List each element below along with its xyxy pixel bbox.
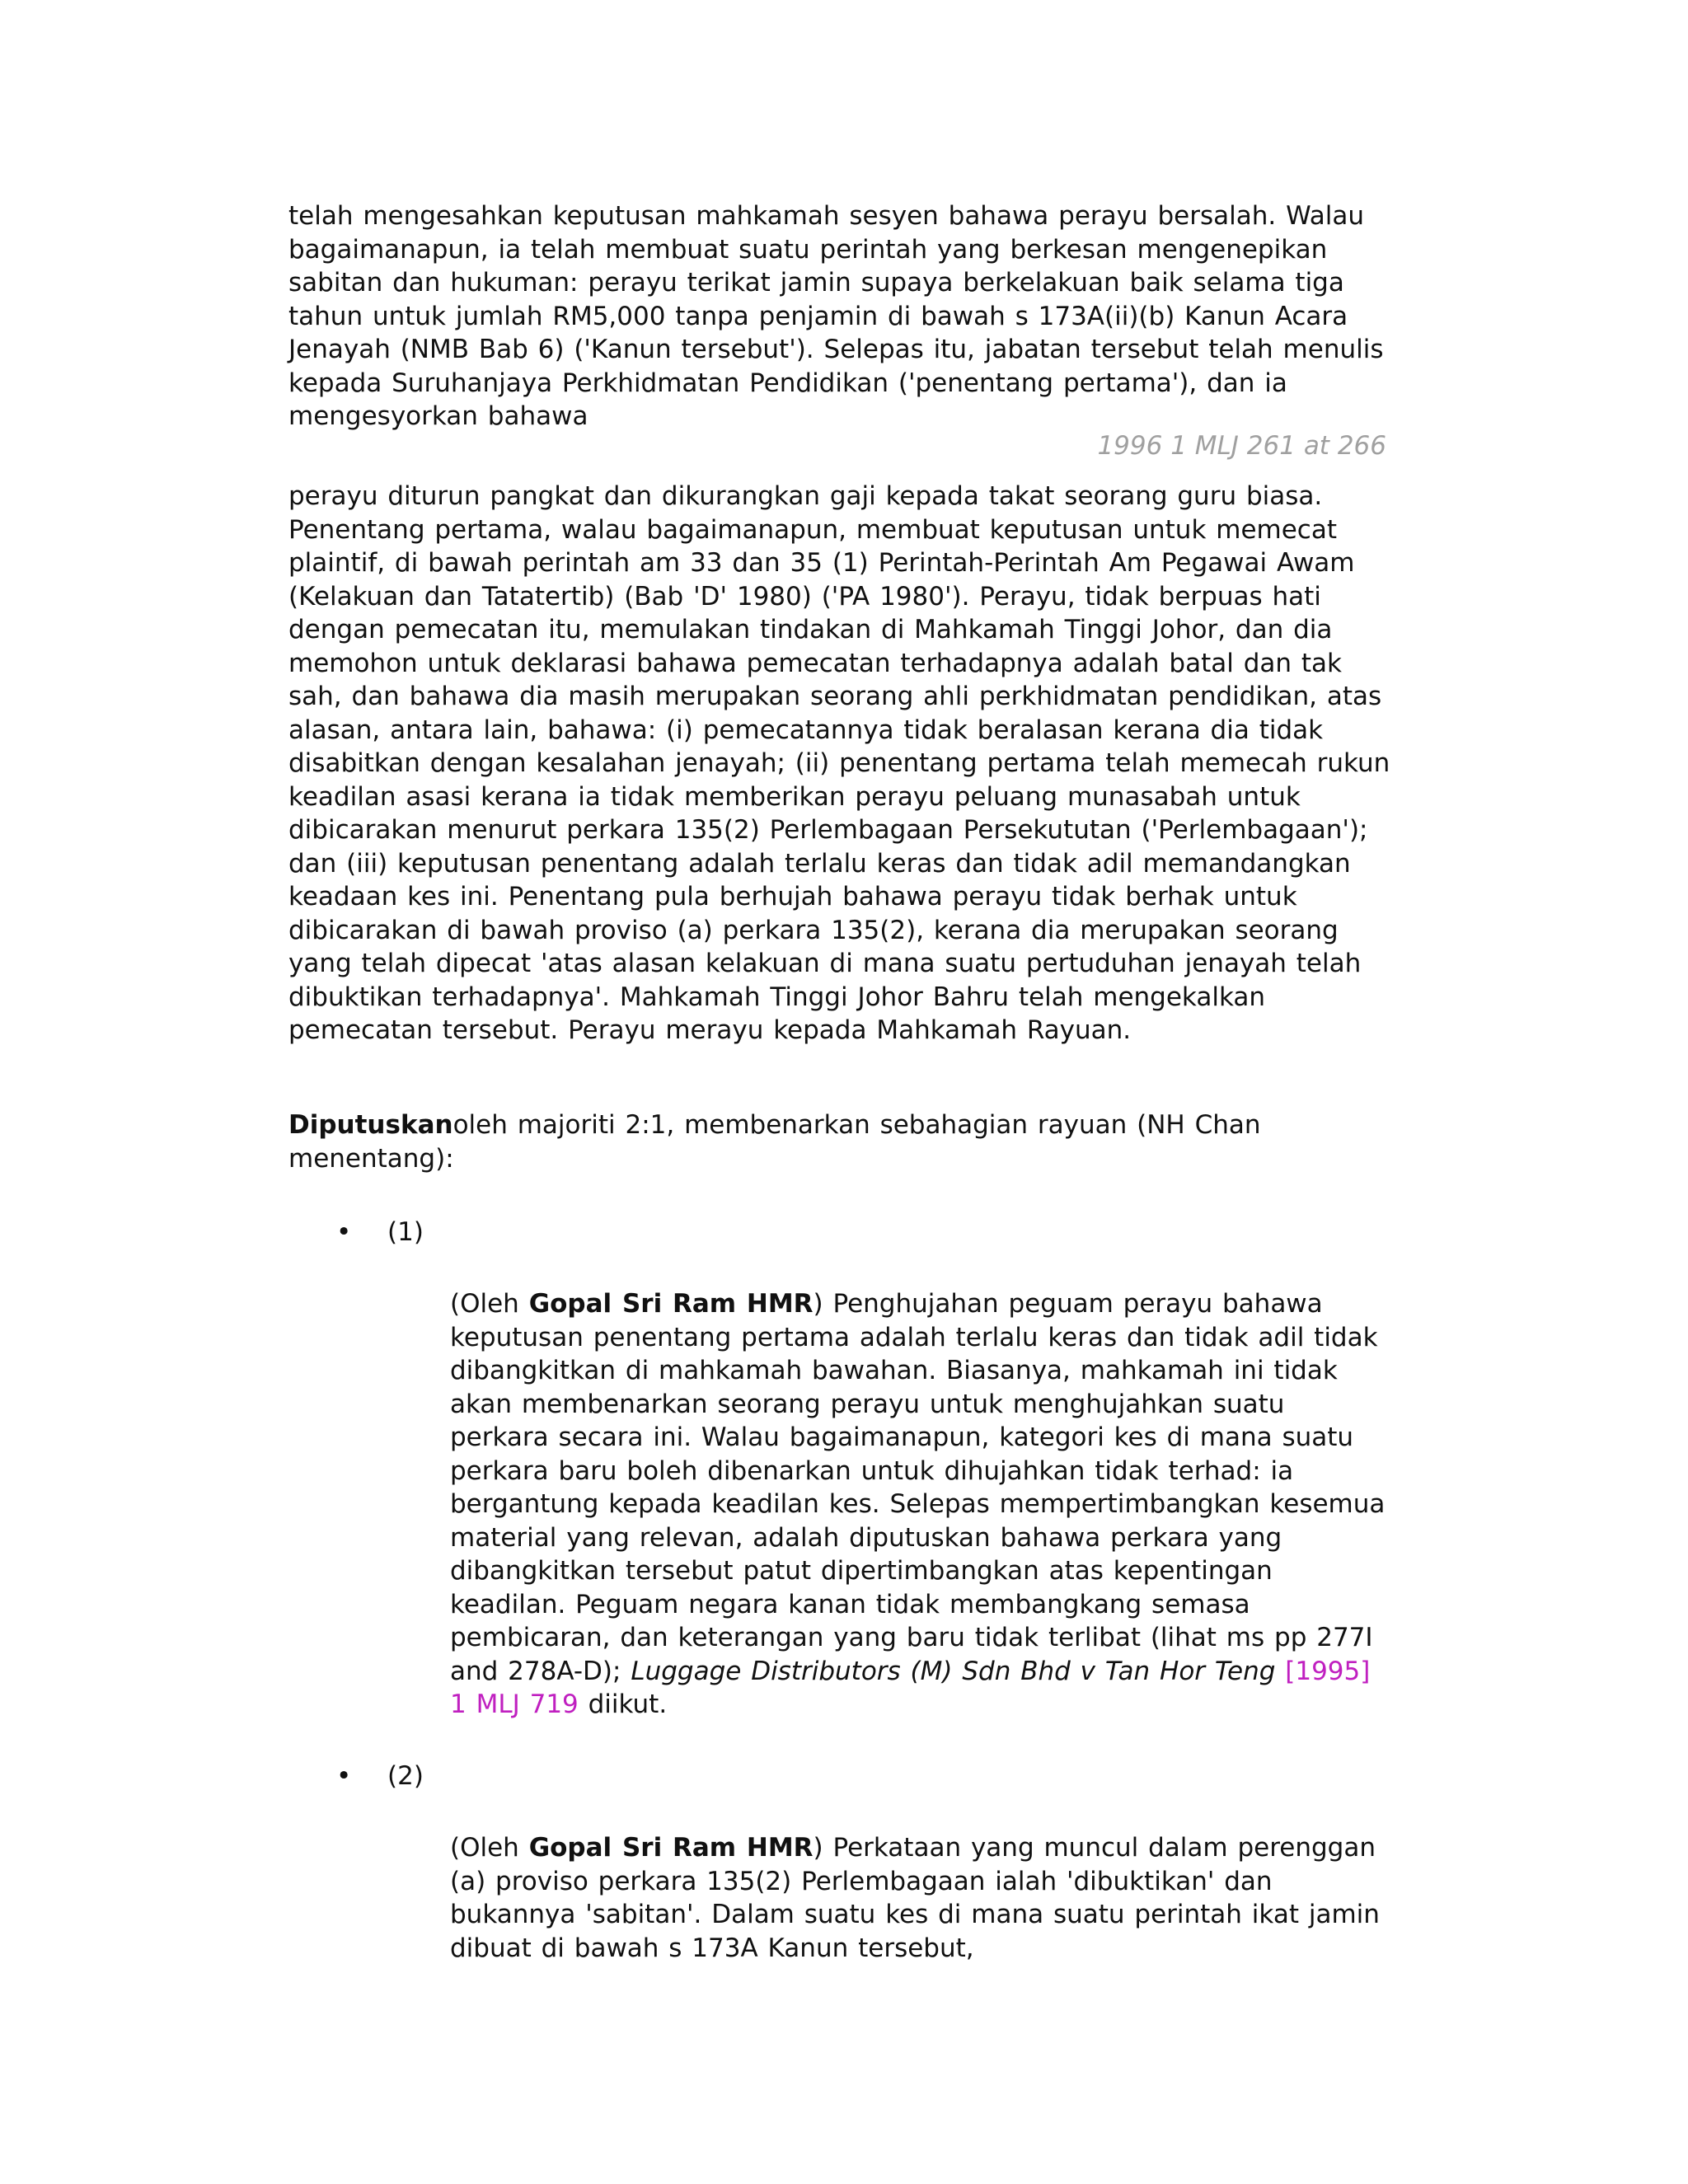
holding-body: ) Penghujahan peguam perayu bahawa keputusan penentang pertama adalah terlalu keras dan tidak adil tidak dibangkitkan di mahkamah bawahan. Biasanya, mahkamah ini tidak akan membenarkan seorang perayu untuk menghujahkan suatu perkara secara ini. Walau bagaimanapun, kategori kes di mana suatu perkara baru boleh dibenarkan untuk dihujahkan tidak terhad: ia bergantung kepada keadilan kes. Selepas mempertimbangkan kesemua material yang relevan, adalah diputuskan bahawa perkara yang dibangkitkan tersebut patut dipertimbangkan atas kepentingan keadilan. Peguam negara kanan tidak membangkang semasa pembicaran, dan keterangan yang baru tidak terlibat (lihat ms pp 277I and 278A-D); [450, 1289, 1386, 1686]
holding-body: ) Perkataan yang muncul dalam perenggan (a) proviso perkara 135(2) Perlembagaan ialah 'dibuktikan' dan bukannya 'sabitan'. Dalam suatu kes di mana suatu perintah ikat jamin dibuat di bawah s 173A Kanun tersebut, [450, 1833, 1380, 1963]
bullet-icon: • [336, 1217, 352, 1247]
held-paragraph [288, 1108, 1393, 1175]
page-reference: 1996 1 MLJ 261 at 266 [1097, 431, 1386, 461]
holding-prefix: (Oleh [450, 1289, 529, 1319]
citation-link[interactable]: [1995] 1 MLJ 719 [450, 1656, 1371, 1719]
holding-number: (1) [387, 1217, 424, 1247]
holding-2-text [450, 1831, 1390, 1965]
holding-prefix: (Oleh [450, 1833, 529, 1863]
paragraph-facts-2: perayu diturun pangkat dan dikurangkan gaji kepada takat seorang guru biasa. Penentang pertama, walau bagaimanapun, membuat keputusan untuk memecat plaintif, di bawah perintah am 33 dan 35 (1) Perintah-Perintah Am Pegawai Awam (Kelakuan dan Tatatertib) (Bab 'D' 1980) ('PA 1980'). Perayu, tidak berpuas hati dengan pemecatan itu, memulakan tindakan di Mahkamah Tinggi Johor, dan dia memohon untuk deklarasi bahawa pemecatan terhadapnya adalah batal dan tak sah, dan bahawa dia masih merupakan seorang ahli perkhidmatan pendidikan, atas alasan, antara lain, bahawa: (i) pemecatannya tidak beralasan kerana dia tidak disabitkan dengan kesalahan jenayah; (ii) penentang pertama telah memecah rukun keadilan asasi kerana ia tidak memberikan perayu peluang munasabah untuk dibicarakan menurut perkara 135(2) Perlembagaan Persekututan ('Perlembagaan'); dan (iii) keputusan penentang adalah terlalu keras dan tidak adil memandangkan keadaan kes ini. Penentang pula berhujah bahawa perayu tidak berhak untuk dibicarakan di bawah proviso (a) perkara 135(2), kerana dia merupakan seorang yang telah dipecat 'atas alasan kelakuan di mana suatu pertuduhan jenayah telah dibuktikan terhadapnya'. Mahkamah Tinggi Johor Bahru telah mengekalkan pemecatan tersebut. Perayu merayu kepada Mahkamah Rayuan. [288, 481, 1390, 1045]
holding-number: (2) [387, 1761, 424, 1791]
holding-judge: Gopal Sri Ram HMR [528, 1833, 814, 1863]
case-name: Luggage Distributors (M) Sdn Bhd v Tan Hor Teng [631, 1656, 1276, 1686]
paragraph-facts-1: telah mengesahkan keputusan mahkamah sesyen bahawa perayu bersalah. Walau bagaimanapun, ia telah membuat suatu perintah yang berkesan mengenepikan sabitan dan hukuman: perayu terikat jamin supaya berkelakuan baik selama tiga tahun untuk jumlah RM5,000 tanpa penjamin di bawah s 173A(ii)(b) Kanun Acara Jenayah (NMB Bab 6) ('Kanun tersebut'). Selepas itu, jabatan tersebut telah menulis kepada Suruhanjaya Perkhidmatan Pendidikan ('penentang pertama'), dan ia mengesyorkan bahawa [288, 201, 1384, 431]
held-text: oleh majoriti 2:1, membenarkan sebahagian rayuan (NH Chan menentang): [288, 1110, 1261, 1174]
holding-suffix: diikut. [578, 1690, 668, 1719]
holding-1-text [450, 1287, 1390, 1722]
holding-judge: Gopal Sri Ram HMR [528, 1289, 814, 1319]
bullet-icon: • [336, 1761, 352, 1791]
held-bold-lead: Diputuskan [288, 1110, 453, 1140]
